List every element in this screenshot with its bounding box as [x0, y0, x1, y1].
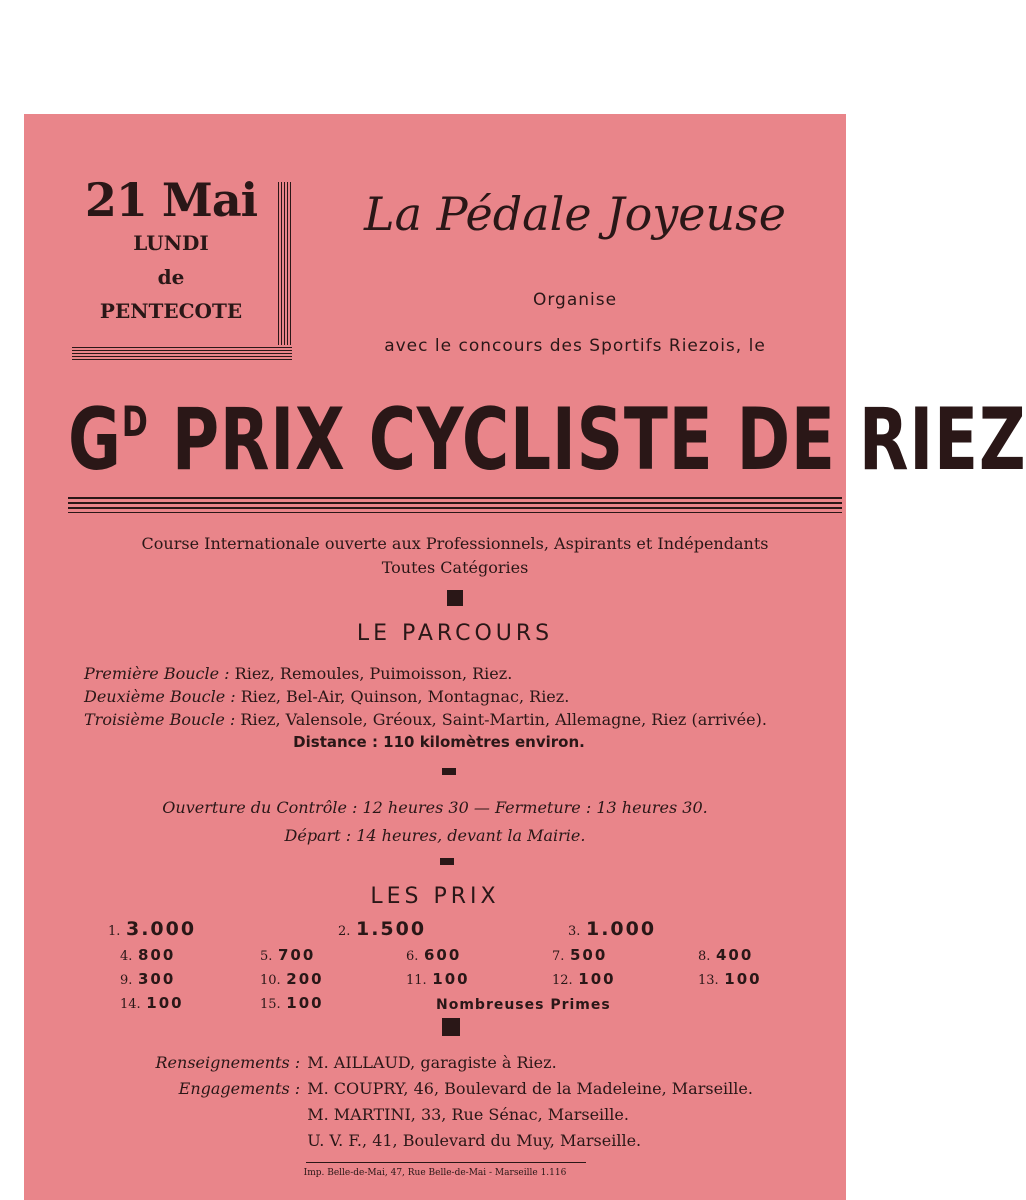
prize-top-row [108, 918, 798, 940]
page-title [68, 390, 1026, 490]
square-ornament [447, 590, 463, 606]
date-vertical-rule [278, 182, 292, 345]
prize-rank: 2. [338, 924, 351, 939]
intro-line-2: Toutes Catégories [381, 558, 529, 577]
club-name: La Pédale Joyeuse [364, 187, 786, 241]
parcours-heading: LE PARCOURS [356, 621, 554, 646]
engagement-line: U. V. F., 41, Boulevard du Muy, Marseille. [307, 1131, 642, 1150]
small-ornament [442, 768, 456, 775]
prize-amount: 400 [715, 946, 754, 964]
route-loop-2 [84, 685, 844, 708]
prize-item [568, 918, 798, 940]
prize-amount: 3.000 [125, 918, 197, 940]
prize-amount: 500 [569, 946, 608, 964]
prize-row [120, 992, 790, 1016]
concours-text: avec le concours des Sportifs Riezois, le [384, 336, 766, 356]
printer-footer: Imp. Belle-de-Mai, 47, Rue Belle-de-Mai - Marseille 1.116 [303, 1168, 567, 1178]
schedule-control: Ouverture du Contrôle : 12 heures 30 — Fermeture : 13 heures 30. [162, 798, 708, 817]
intro [64, 532, 846, 646]
date-horizontal-rule [72, 347, 292, 361]
renseignements-label: Renseignements : [155, 1053, 301, 1072]
schedule [24, 794, 846, 850]
event-day: LUNDI [133, 231, 209, 255]
prize-item [698, 944, 790, 968]
contacts [124, 1050, 844, 1154]
organise-text: Organise [532, 290, 618, 310]
engagement-line: M. COUPRY, 46, Boulevard de la Madeleine, Marseille. [307, 1079, 753, 1098]
prize-item [552, 944, 698, 968]
prize-amount: 100 [578, 970, 616, 988]
prize-rank: 6. [406, 949, 419, 964]
event-holiday: PENTECOTE [99, 299, 243, 323]
prize-item [338, 918, 568, 940]
prize-amount: 300 [137, 970, 176, 988]
prize-item [406, 944, 552, 968]
route-list [84, 662, 844, 775]
prize-item [120, 992, 260, 1016]
prize-rank: 13. [698, 973, 719, 988]
event-date: 21 Mai [84, 173, 258, 227]
prize-rank: 9. [120, 973, 133, 988]
title-prefix-sup: D [121, 397, 149, 446]
prize-amount: 100 [286, 994, 324, 1012]
small-ornament [440, 858, 454, 865]
prize-rank: 10. [260, 973, 281, 988]
primes [406, 992, 790, 1016]
prize-amount: 1.000 [585, 918, 657, 940]
distance: Distance : 110 kilomètres environ. [293, 733, 585, 751]
prize-rank: 4. [120, 949, 133, 964]
prize-amount: 100 [432, 970, 470, 988]
prize-rank: 7. [552, 949, 565, 964]
prize-rank: 5. [260, 949, 273, 964]
prize-amount: 600 [423, 946, 462, 964]
prize-amount: 200 [286, 970, 324, 988]
prize-item [108, 918, 338, 940]
prize-item [260, 968, 406, 992]
title-rule [68, 497, 842, 513]
prize-rank: 11. [406, 973, 427, 988]
prize-item [406, 968, 552, 992]
prize-item [260, 992, 406, 1016]
route-loop-route: Riez, Remoules, Puimoisson, Riez. [234, 664, 513, 683]
route-loop-label: Deuxième Boucle : [84, 687, 236, 706]
prize-amount: 700 [277, 946, 316, 964]
prize-rank: 12. [552, 973, 573, 988]
prize-amount: 100 [724, 970, 762, 988]
prize-row [120, 968, 790, 992]
prize-item [552, 968, 698, 992]
schedule-depart: Départ : 14 heures, devant la Mairie. [284, 826, 586, 845]
prize-rank: 8. [698, 949, 711, 964]
square-ornament [442, 1018, 460, 1036]
prize-rank: 14. [120, 997, 141, 1012]
prize-amount: 100 [146, 994, 184, 1012]
prize-table [120, 944, 790, 1016]
engagements-label: Engagements : [178, 1079, 301, 1098]
prize-row [120, 944, 790, 968]
footer-rule [306, 1162, 586, 1163]
prize-rank: 3. [568, 924, 581, 939]
intro-line-1: Course Internationale ouverte aux Professionnels, Aspirants et Indépendants [141, 534, 769, 553]
route-loop-3 [84, 708, 844, 731]
route-loop-label: Troisième Boucle : [84, 710, 236, 729]
date-block [72, 174, 270, 328]
title-main: PRIX CYCLISTE DE RIEZ [171, 390, 1026, 490]
route-loop-label: Première Boucle : [84, 664, 230, 683]
prize-rank: 15. [260, 997, 281, 1012]
prize-rank: 1. [108, 924, 121, 939]
prize-item [120, 944, 260, 968]
engagement-line: M. MARTINI, 33, Rue Sénac, Marseille. [307, 1105, 629, 1124]
event-de: de [157, 265, 185, 289]
prize-item [698, 968, 790, 992]
route-loop-route: Riez, Bel-Air, Quinson, Montagnac, Riez. [240, 687, 570, 706]
poster [24, 114, 1026, 1200]
route-loop-1 [84, 662, 844, 685]
prize-amount: 800 [137, 946, 176, 964]
prize-item [120, 968, 260, 992]
primes-text: Nombreuses Primes [436, 996, 611, 1013]
title-prefix: G [68, 390, 122, 490]
route-loop-route: Riez, Valensole, Gréoux, Saint-Martin, Allemagne, Riez (arrivée). [240, 710, 767, 729]
renseignements-value: M. AILLAUD, garagiste à Riez. [307, 1053, 557, 1072]
prize-amount: 1.500 [355, 918, 427, 940]
prix-heading: LES PRIX [370, 884, 500, 909]
prize-item [260, 944, 406, 968]
